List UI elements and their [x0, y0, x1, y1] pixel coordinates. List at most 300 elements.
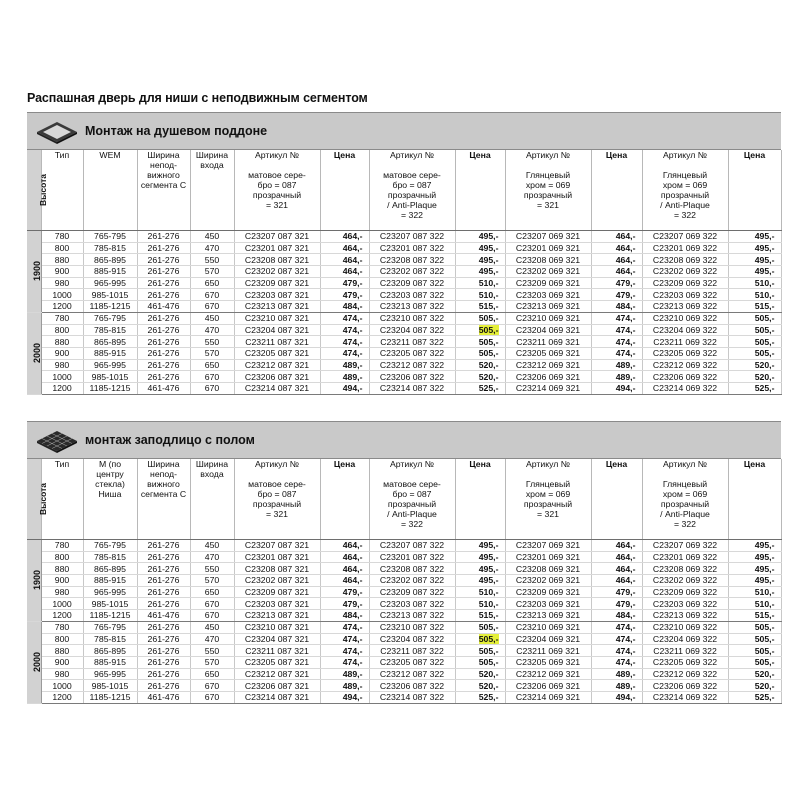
- wem-cell: 965-995: [83, 586, 137, 598]
- section-floor-flush: [27, 421, 781, 704]
- price-cell: 510,-: [728, 586, 781, 598]
- article-cell: C23203 069 322: [642, 289, 728, 301]
- price-cell: 479,-: [320, 598, 369, 610]
- article-cell: C23202 087 322: [369, 266, 455, 278]
- article-cell: C23203 087 321: [234, 289, 320, 301]
- table-row: [27, 551, 781, 563]
- article-cell: C23214 069 322: [642, 691, 728, 703]
- price-table: [27, 459, 782, 704]
- price-cell: 474,-: [591, 645, 642, 657]
- price-cell: 520,-: [728, 680, 781, 692]
- wem-cell: 785-815: [83, 242, 137, 254]
- column-header-article-matte: Артикул № матовое сере- бро = 087 прозрачный = 321: [234, 150, 320, 231]
- price-cell: 515,-: [455, 610, 505, 622]
- price-cell: 495,-: [455, 551, 505, 563]
- table-row: [27, 668, 781, 680]
- fixed-width-cell: 461-476: [137, 691, 190, 703]
- entry-width-cell: 470: [190, 633, 234, 645]
- column-header-article-chrome-antiplaque: Артикул № Глянцевый хром = 069 прозрачный / Anti-Plaque = 322: [642, 150, 728, 231]
- article-cell: C23202 087 322: [369, 575, 455, 587]
- article-cell: C23212 087 321: [234, 668, 320, 680]
- table-row: [27, 586, 781, 598]
- section-shower-tray: [27, 112, 781, 395]
- price-cell: 495,-: [455, 266, 505, 278]
- section-title: монтаж заподлицо с полом: [85, 433, 255, 447]
- type-cell: 880: [41, 336, 83, 348]
- article-cell: C23214 087 322: [369, 691, 455, 703]
- article-cell: C23211 087 322: [369, 645, 455, 657]
- price-cell: 494,-: [320, 382, 369, 394]
- article-cell: C23207 069 321: [505, 231, 591, 243]
- article-cell: C23210 069 321: [505, 312, 591, 324]
- article-cell: C23214 069 321: [505, 691, 591, 703]
- fixed-width-cell: 261-276: [137, 254, 190, 266]
- article-cell: C23201 087 321: [234, 551, 320, 563]
- price-cell: 505,-: [728, 621, 781, 633]
- price-cell: 495,-: [728, 266, 781, 278]
- price-cell: 489,-: [591, 359, 642, 371]
- fixed-width-cell: 261-276: [137, 324, 190, 336]
- price-cell: 505,-: [728, 324, 781, 336]
- article-cell: C23203 069 321: [505, 598, 591, 610]
- article-cell: C23210 087 321: [234, 312, 320, 324]
- column-header-entry-width: Ширина входа: [190, 150, 234, 231]
- article-cell: C23211 087 322: [369, 336, 455, 348]
- entry-width-cell: 570: [190, 266, 234, 278]
- wem-cell: 785-815: [83, 324, 137, 336]
- entry-width-cell: 670: [190, 382, 234, 394]
- type-cell: 980: [41, 586, 83, 598]
- wem-cell: 985-1015: [83, 371, 137, 383]
- article-cell: C23204 069 322: [642, 633, 728, 645]
- article-cell: C23210 087 322: [369, 312, 455, 324]
- type-cell: 980: [41, 668, 83, 680]
- type-cell: 900: [41, 656, 83, 668]
- table-row: [27, 312, 781, 324]
- price-cell: 479,-: [591, 586, 642, 598]
- price-cell: 495,-: [728, 540, 781, 552]
- entry-width-cell: 650: [190, 668, 234, 680]
- entry-width-cell: 570: [190, 656, 234, 668]
- price-cell: 520,-: [455, 680, 505, 692]
- table-row: [27, 680, 781, 692]
- height-group-label: [27, 231, 41, 313]
- article-cell: C23203 087 322: [369, 289, 455, 301]
- price-cell: 520,-: [728, 359, 781, 371]
- article-cell: C23207 087 321: [234, 231, 320, 243]
- column-header-article-chrome: Артикул № Глянцевый хром = 069 прозрачный = 321: [505, 459, 591, 540]
- article-cell: C23209 069 322: [642, 586, 728, 598]
- type-cell: 780: [41, 621, 83, 633]
- price-cell: 505,-: [455, 312, 505, 324]
- article-cell: C23213 069 321: [505, 610, 591, 622]
- wem-cell: 1185-1215: [83, 610, 137, 622]
- article-cell: C23207 069 322: [642, 540, 728, 552]
- article-cell: C23212 069 321: [505, 668, 591, 680]
- price-cell: 464,-: [320, 563, 369, 575]
- price-cell: 520,-: [455, 371, 505, 383]
- article-cell: C23214 087 322: [369, 382, 455, 394]
- height-value: 1900: [32, 570, 43, 591]
- price-cell: 464,-: [591, 575, 642, 587]
- column-header-entry-width: Ширина входа: [190, 459, 234, 540]
- entry-width-cell: 670: [190, 289, 234, 301]
- fixed-width-cell: 261-276: [137, 598, 190, 610]
- article-cell: C23211 087 321: [234, 645, 320, 657]
- column-header-article-chrome: Артикул № Глянцевый хром = 069 прозрачный = 321: [505, 150, 591, 231]
- table-row: [27, 242, 781, 254]
- price-cell: 464,-: [320, 242, 369, 254]
- price-cell: 520,-: [455, 668, 505, 680]
- price-cell: 474,-: [591, 621, 642, 633]
- price-cell: 510,-: [455, 598, 505, 610]
- price-cell: 489,-: [591, 668, 642, 680]
- article-cell: C23202 069 321: [505, 266, 591, 278]
- page-title: Распашная дверь для ниши с неподвижным сегментом: [27, 91, 368, 105]
- table-row: [27, 575, 781, 587]
- price-cell: 479,-: [320, 586, 369, 598]
- price-cell: 464,-: [591, 551, 642, 563]
- article-cell: C23201 087 321: [234, 242, 320, 254]
- column-header-price: Цена: [728, 459, 781, 540]
- article-cell: C23209 069 321: [505, 277, 591, 289]
- type-cell: 1000: [41, 289, 83, 301]
- article-cell: C23202 069 322: [642, 266, 728, 278]
- fixed-width-cell: 261-276: [137, 277, 190, 289]
- article-cell: C23212 087 322: [369, 359, 455, 371]
- price-cell: 525,-: [455, 382, 505, 394]
- article-cell: C23202 069 322: [642, 575, 728, 587]
- price-cell: 525,-: [728, 691, 781, 703]
- price-cell: 489,-: [320, 359, 369, 371]
- fixed-width-cell: 261-276: [137, 645, 190, 657]
- entry-width-cell: 650: [190, 586, 234, 598]
- article-cell: C23209 087 321: [234, 586, 320, 598]
- price-cell: 495,-: [728, 242, 781, 254]
- entry-width-cell: 550: [190, 645, 234, 657]
- entry-width-cell: 670: [190, 691, 234, 703]
- article-cell: C23204 087 322: [369, 633, 455, 645]
- price-cell: 505,-: [728, 336, 781, 348]
- table-row: [27, 656, 781, 668]
- article-cell: C23202 087 321: [234, 575, 320, 587]
- price-cell: 479,-: [591, 598, 642, 610]
- article-cell: C23205 087 321: [234, 656, 320, 668]
- fixed-width-cell: 261-276: [137, 347, 190, 359]
- type-cell: 780: [41, 540, 83, 552]
- price-cell: 515,-: [728, 301, 781, 313]
- fixed-width-cell: 261-276: [137, 668, 190, 680]
- article-cell: C23205 087 322: [369, 347, 455, 359]
- price-cell: [455, 633, 505, 645]
- height-group-label: [27, 312, 41, 394]
- wem-cell: 965-995: [83, 359, 137, 371]
- price-cell: 464,-: [591, 254, 642, 266]
- entry-width-cell: 550: [190, 336, 234, 348]
- price-cell: 464,-: [320, 266, 369, 278]
- column-header-article-matte: Артикул № матовое сере- бро = 087 прозрачный = 321: [234, 459, 320, 540]
- price-cell: 505,-: [728, 656, 781, 668]
- fixed-width-cell: 261-276: [137, 680, 190, 692]
- price-cell: 479,-: [320, 277, 369, 289]
- fixed-width-cell: 261-276: [137, 656, 190, 668]
- article-cell: C23212 087 322: [369, 668, 455, 680]
- price-cell: 494,-: [591, 382, 642, 394]
- price-table: [27, 150, 782, 395]
- fixed-width-cell: 261-276: [137, 563, 190, 575]
- article-cell: C23209 087 322: [369, 586, 455, 598]
- entry-width-cell: 470: [190, 551, 234, 563]
- article-cell: C23204 087 321: [234, 324, 320, 336]
- type-cell: 1200: [41, 691, 83, 703]
- price-cell: 510,-: [455, 289, 505, 301]
- article-cell: C23201 069 322: [642, 242, 728, 254]
- type-cell: 900: [41, 575, 83, 587]
- price-cell: 464,-: [591, 563, 642, 575]
- wem-cell: 885-915: [83, 266, 137, 278]
- column-header-type: Тип: [41, 459, 83, 540]
- article-cell: C23212 087 321: [234, 359, 320, 371]
- price-cell: 495,-: [455, 231, 505, 243]
- fixed-width-cell: 261-276: [137, 312, 190, 324]
- price-cell: 484,-: [320, 301, 369, 313]
- table-row: [27, 277, 781, 289]
- article-cell: C23206 087 321: [234, 371, 320, 383]
- article-cell: C23208 087 321: [234, 563, 320, 575]
- table-row: [27, 266, 781, 278]
- height-group-label: [27, 540, 41, 622]
- section-header: [27, 112, 781, 150]
- price-cell: 505,-: [728, 312, 781, 324]
- article-cell: C23204 087 321: [234, 633, 320, 645]
- article-cell: C23214 087 321: [234, 691, 320, 703]
- article-cell: C23206 069 322: [642, 371, 728, 383]
- article-cell: C23207 087 322: [369, 540, 455, 552]
- column-header-fixed-width: Ширина непод- вижного сегмента C: [137, 150, 190, 231]
- wem-cell: 985-1015: [83, 680, 137, 692]
- article-cell: C23209 087 322: [369, 277, 455, 289]
- type-cell: 780: [41, 231, 83, 243]
- type-cell: 800: [41, 551, 83, 563]
- article-cell: C23211 069 322: [642, 645, 728, 657]
- article-cell: C23205 087 322: [369, 656, 455, 668]
- price-cell: 520,-: [728, 371, 781, 383]
- price-cell: 520,-: [728, 668, 781, 680]
- column-header-article-matte-antiplaque: Артикул № матовое сере- бро = 087 прозрачный / Anti-Plaque = 322: [369, 459, 455, 540]
- type-cell: 800: [41, 633, 83, 645]
- price-cell: 479,-: [591, 289, 642, 301]
- article-cell: C23209 069 321: [505, 586, 591, 598]
- type-cell: 1000: [41, 371, 83, 383]
- price-cell: 505,-: [455, 347, 505, 359]
- wem-cell: 765-795: [83, 621, 137, 633]
- price-cell: 495,-: [728, 575, 781, 587]
- type-cell: 900: [41, 347, 83, 359]
- column-header-type: Тип: [41, 150, 83, 231]
- article-cell: C23208 069 321: [505, 563, 591, 575]
- fixed-width-cell: 261-276: [137, 633, 190, 645]
- price-cell: 525,-: [455, 691, 505, 703]
- type-cell: 880: [41, 563, 83, 575]
- price-cell: 474,-: [320, 633, 369, 645]
- price-cell: 525,-: [728, 382, 781, 394]
- article-cell: C23213 087 322: [369, 301, 455, 313]
- entry-width-cell: 670: [190, 598, 234, 610]
- type-cell: 1200: [41, 382, 83, 394]
- article-cell: C23210 069 321: [505, 621, 591, 633]
- article-cell: C23207 087 321: [234, 540, 320, 552]
- article-cell: C23202 087 321: [234, 266, 320, 278]
- table-row: [27, 336, 781, 348]
- fixed-width-cell: 261-276: [137, 575, 190, 587]
- article-cell: C23203 069 321: [505, 289, 591, 301]
- entry-width-cell: 570: [190, 347, 234, 359]
- type-cell: 1200: [41, 610, 83, 622]
- highlighted-article: 505,-: [478, 633, 499, 644]
- article-cell: C23206 069 322: [642, 680, 728, 692]
- article-cell: C23210 087 321: [234, 621, 320, 633]
- price-cell: 464,-: [591, 231, 642, 243]
- wem-cell: 985-1015: [83, 289, 137, 301]
- height-value: 2000: [32, 343, 43, 364]
- article-cell: C23213 069 322: [642, 301, 728, 313]
- article-cell: C23206 069 321: [505, 371, 591, 383]
- column-header-price: Цена: [728, 150, 781, 231]
- height-group-label: [27, 621, 41, 703]
- price-cell: 489,-: [591, 371, 642, 383]
- entry-width-cell: 670: [190, 371, 234, 383]
- table-row: [27, 347, 781, 359]
- article-cell: C23214 087 321: [234, 382, 320, 394]
- wem-cell: 885-915: [83, 347, 137, 359]
- entry-width-cell: 670: [190, 301, 234, 313]
- article-cell: C23201 087 322: [369, 242, 455, 254]
- price-cell: 489,-: [591, 680, 642, 692]
- entry-width-cell: 450: [190, 231, 234, 243]
- price-cell: 494,-: [320, 691, 369, 703]
- wem-cell: 865-895: [83, 645, 137, 657]
- fixed-width-cell: 261-276: [137, 540, 190, 552]
- column-header-height: [27, 150, 48, 231]
- article-cell: C23206 087 322: [369, 680, 455, 692]
- price-cell: 474,-: [320, 656, 369, 668]
- entry-width-cell: 450: [190, 312, 234, 324]
- article-cell: C23209 069 322: [642, 277, 728, 289]
- price-cell: 474,-: [320, 621, 369, 633]
- table-row: [27, 610, 781, 622]
- article-cell: C23207 087 322: [369, 231, 455, 243]
- fixed-width-cell: 261-276: [137, 336, 190, 348]
- entry-width-cell: 670: [190, 680, 234, 692]
- price-cell: 495,-: [455, 540, 505, 552]
- article-cell: C23212 069 322: [642, 359, 728, 371]
- price-cell: 515,-: [728, 610, 781, 622]
- wem-cell: 765-795: [83, 540, 137, 552]
- price-cell: 510,-: [455, 277, 505, 289]
- type-cell: 1000: [41, 680, 83, 692]
- table-row: [27, 231, 781, 243]
- article-cell: C23204 087 322: [369, 324, 455, 336]
- column-header-price: Цена: [455, 459, 505, 540]
- table-row: [27, 563, 781, 575]
- column-header-article-chrome-antiplaque: Артикул № Глянцевый хром = 069 прозрачный / Anti-Plaque = 322: [642, 459, 728, 540]
- price-cell: 495,-: [728, 551, 781, 563]
- price-cell: 489,-: [320, 668, 369, 680]
- article-cell: C23207 069 322: [642, 231, 728, 243]
- entry-width-cell: 450: [190, 540, 234, 552]
- fixed-width-cell: 261-276: [137, 266, 190, 278]
- price-cell: 484,-: [591, 610, 642, 622]
- header-row: [27, 459, 781, 540]
- price-cell: 495,-: [728, 254, 781, 266]
- article-cell: C23211 069 321: [505, 645, 591, 657]
- table-row: [27, 324, 781, 336]
- article-cell: C23207 069 321: [505, 540, 591, 552]
- article-cell: C23211 087 321: [234, 336, 320, 348]
- price-cell: 495,-: [728, 563, 781, 575]
- price-cell: 464,-: [320, 540, 369, 552]
- column-header-price: Цена: [591, 459, 642, 540]
- price-cell: 464,-: [320, 551, 369, 563]
- article-cell: C23204 069 322: [642, 324, 728, 336]
- price-cell: 464,-: [591, 266, 642, 278]
- article-cell: C23205 069 322: [642, 656, 728, 668]
- price-cell: 474,-: [320, 347, 369, 359]
- entry-width-cell: 550: [190, 563, 234, 575]
- wem-cell: 885-915: [83, 656, 137, 668]
- article-cell: C23208 069 322: [642, 563, 728, 575]
- highlighted-article: 505,-: [478, 324, 499, 335]
- article-cell: C23213 069 322: [642, 610, 728, 622]
- height-label: Высота: [38, 483, 48, 515]
- wem-cell: 865-895: [83, 563, 137, 575]
- price-cell: 474,-: [591, 633, 642, 645]
- wem-cell: 885-915: [83, 575, 137, 587]
- entry-width-cell: 650: [190, 359, 234, 371]
- type-cell: 880: [41, 645, 83, 657]
- column-header-price: Цена: [320, 150, 369, 231]
- price-cell: 474,-: [591, 336, 642, 348]
- article-cell: C23210 087 322: [369, 621, 455, 633]
- article-cell: C23213 087 322: [369, 610, 455, 622]
- fixed-width-cell: 261-276: [137, 231, 190, 243]
- type-cell: 900: [41, 266, 83, 278]
- price-cell: 474,-: [591, 656, 642, 668]
- type-cell: 980: [41, 277, 83, 289]
- column-header-price: Цена: [455, 150, 505, 231]
- wem-cell: 865-895: [83, 336, 137, 348]
- table-row: [27, 371, 781, 383]
- price-cell: 510,-: [728, 277, 781, 289]
- height-label: Высота: [38, 174, 48, 206]
- price-cell: 520,-: [455, 359, 505, 371]
- price-cell: 505,-: [728, 347, 781, 359]
- price-cell: 464,-: [591, 540, 642, 552]
- price-cell: 495,-: [455, 242, 505, 254]
- article-cell: C23209 087 321: [234, 277, 320, 289]
- price-cell: 484,-: [320, 610, 369, 622]
- fixed-width-cell: 261-276: [137, 359, 190, 371]
- article-cell: C23205 069 321: [505, 656, 591, 668]
- table-row: [27, 289, 781, 301]
- article-cell: C23214 069 322: [642, 382, 728, 394]
- table-row: [27, 301, 781, 313]
- wem-cell: 865-895: [83, 254, 137, 266]
- article-cell: C23204 069 321: [505, 324, 591, 336]
- article-cell: C23208 087 322: [369, 563, 455, 575]
- fixed-width-cell: 261-276: [137, 242, 190, 254]
- price-cell: 510,-: [728, 598, 781, 610]
